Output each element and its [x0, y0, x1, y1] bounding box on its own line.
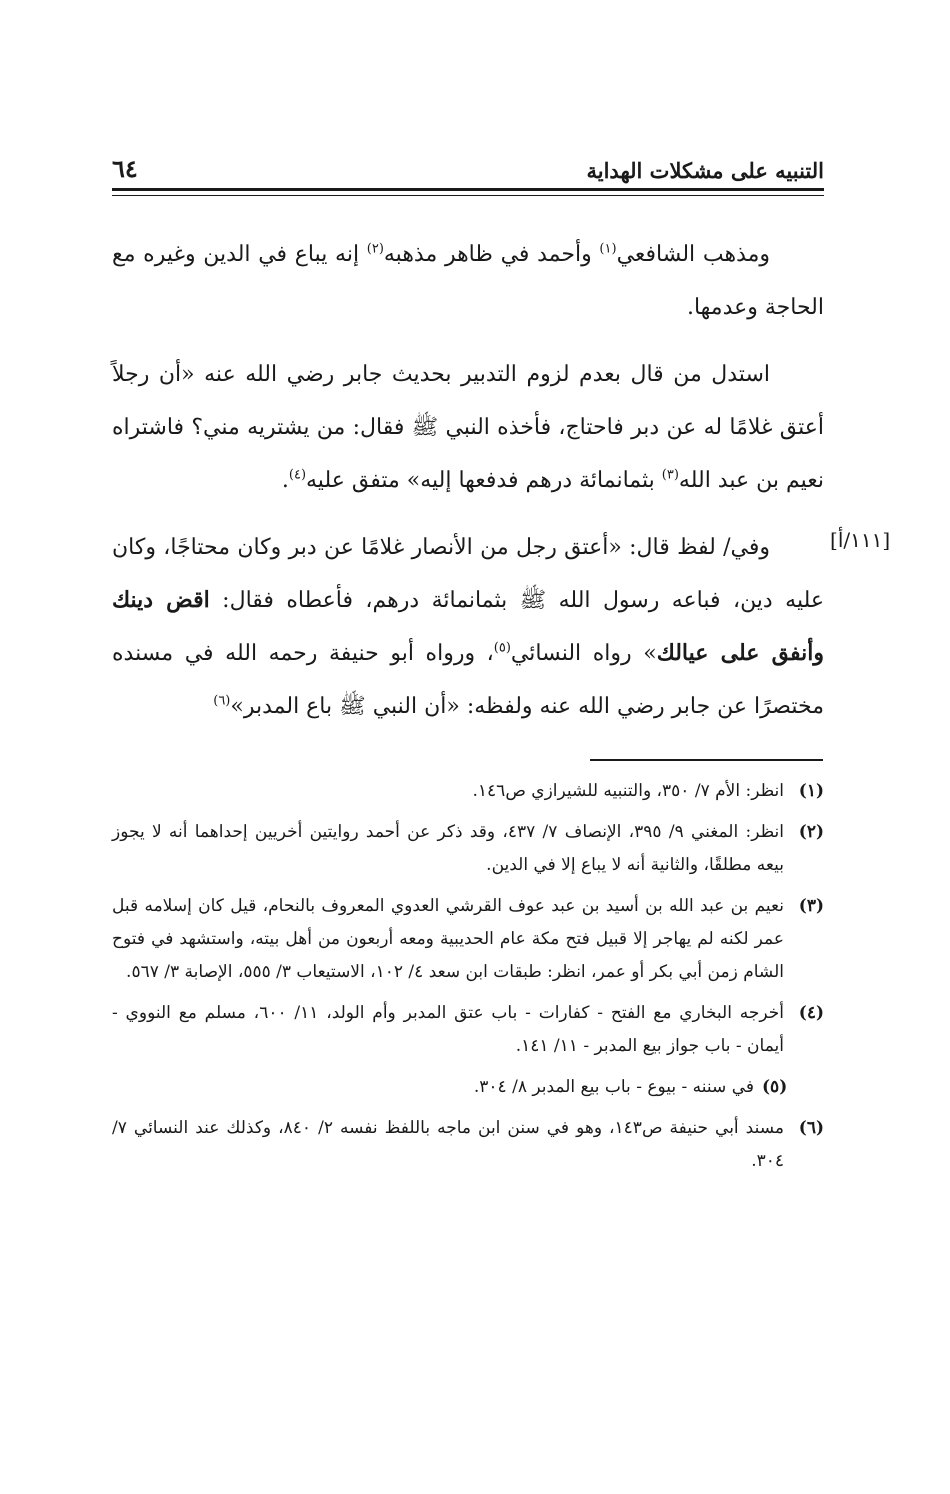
footnote-ref-5: (٥)	[493, 640, 511, 656]
header-rule-thick	[112, 188, 824, 191]
footnote-4	[112, 997, 824, 1063]
footnote-ref-4: (٤)	[288, 467, 307, 483]
footnote-3	[112, 890, 824, 989]
p3-text-c: ، ورواه أبو حنيفة رحمه الله في مسنده مختصرًا عن جابر رضي الله عنه ولفظه: «أن النبي ﷺ باع المدبر»	[112, 641, 824, 719]
p1-text-b: وأحمد في ظاهر مذهبه	[383, 242, 600, 267]
footnote-text: في سننه - بيوع - باب بيع المدبر ٨/ ٣٠٤.	[473, 1077, 754, 1097]
paragraph-2	[112, 348, 824, 507]
footnote-ref-3: (٣)	[661, 467, 679, 483]
footnote-text: انظر: المغني ٩/ ٣٩٥، الإنصاف ٧/ ٤٣٧، وقد ذكر عن أحمد روايتين أخريين إحداهما أنه لا يجوز بيعه مطلقًا، والثانية أنه لا يباع إلا في الدين.	[112, 822, 784, 875]
p1-text-a: ومذهب الشافعي	[616, 242, 771, 267]
p3-text-a: وفي/ لفظ قال: «أعتق رجل من الأنصار غلامًا عن دبر وكان محتاجًا، وكان عليه دين، فباعه رسول الله ﷺ بثمانمائة درهم، فأعطاه فقال:	[112, 535, 824, 613]
footnote-text: أخرجه البخاري مع الفتح - كفارات - باب عتق المدبر وأم الولد، ١١/ ٦٠٠، مسلم مع النووي - أيمان - باب جواز بيع المدبر - ١١/ ١٤١.	[112, 1003, 784, 1056]
p3-bold-quote: اقض دينك وأنفق على عيالك	[112, 587, 824, 666]
footnote-1	[112, 775, 824, 808]
footnote-2	[112, 816, 824, 882]
footnote-6	[112, 1112, 824, 1178]
footnote-text: نعيم بن عبد الله بن أسيد بن عبد عوف القرشي العدوي المعروف بالنحام، قيل كان إسلامه قبل عمر لكنه لم يهاجر إلا قبيل فتح مكة عام الحديبية ومعه أربعون من أهل بيته، واستشهد في فتوح الشام زمن أبي بكر أو عمر، انظر: طبقات ابن سعد ٤/ ١٠٢، الاستيعاب ٣/ ٥٥٥، الإصابة ٣/ ٥٦٧.	[112, 896, 784, 982]
footnote-text: مسند أبي حنيفة ص١٤٣، وهو في سنن ابن ماجه باللفظ نفسه ٢/ ٨٤٠، وكذلك عند النسائي ٧/ ٣٠٤.	[112, 1118, 784, 1171]
footnote-number: (٤)	[798, 1003, 824, 1023]
footnote-number: (١)	[798, 781, 824, 801]
p2-text-b: بثمانمائة درهم فدفعها إليه» متفق عليه	[306, 468, 662, 493]
page-header	[112, 143, 824, 183]
footnote-number: (٥)	[762, 1077, 788, 1097]
footnote-separator	[590, 759, 823, 761]
footnote-number: (٢)	[798, 822, 824, 842]
page-number: ٦٤	[112, 154, 138, 183]
paragraph-3	[112, 521, 824, 733]
paragraph-1	[112, 228, 824, 334]
main-text	[112, 228, 824, 733]
footnotes	[112, 775, 824, 1186]
manuscript-folio-ref: [١١١/أ]	[830, 528, 891, 552]
running-title: التنبيه على مشكلات الهداية	[586, 158, 824, 183]
p3-text-b: » رواه النسائي	[510, 641, 657, 666]
p2-text-c: .	[281, 468, 289, 493]
footnote-number: (٦)	[798, 1118, 824, 1138]
footnote-5	[112, 1071, 824, 1104]
footnote-ref-2: (٢)	[366, 241, 384, 257]
footnote-number: (٣)	[798, 896, 824, 916]
header-rule-thin	[112, 195, 824, 196]
p1-text-c: إنه يباع في الدين وغيره مع الحاجة وعدمها.	[112, 242, 824, 320]
footnote-ref-1: (١)	[599, 241, 617, 257]
footnote-ref-6: (٦)	[213, 693, 231, 709]
p2-text-a: استدل من قال بعدم لزوم التدبير بحديث جابر رضي الله عنه «أن رجلاً أعتق غلامًا له عن دبر فاحتاج، فأخذه النبي ﷺ فقال: من يشتريه مني؟ فاشتراه نعيم بن عبد الله	[112, 362, 824, 493]
footnote-text: انظر: الأم ٧/ ٣٥٠، والتنبيه للشيرازي ص١٤٦.	[472, 781, 784, 801]
